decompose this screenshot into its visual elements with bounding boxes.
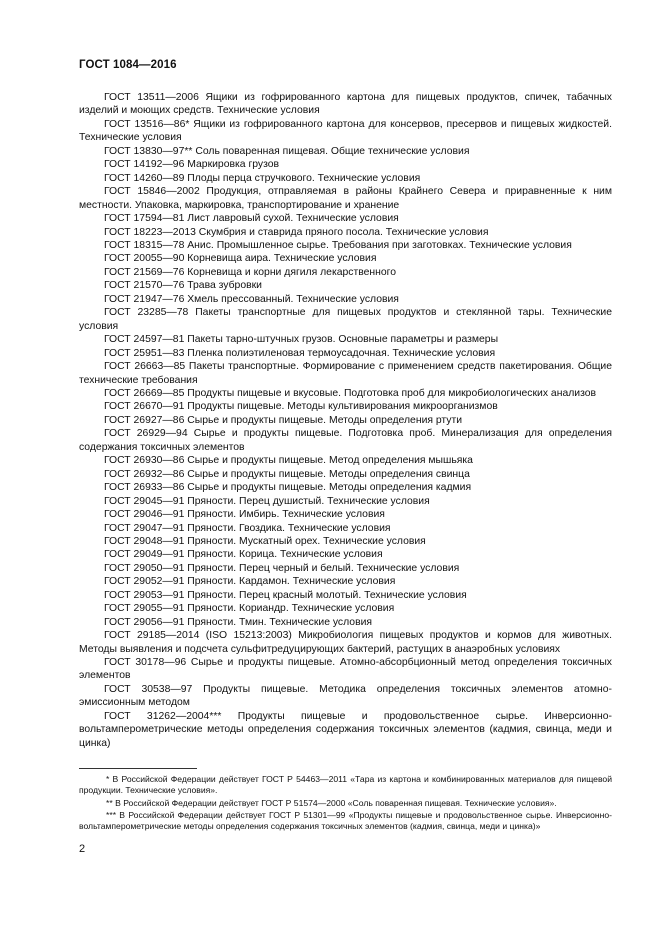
reference-item: ГОСТ 15846—2002 Продукция, отправляемая в районы Крайнего Севера и приравненные к ним местности. Упаковка, маркировка, транспортирование и хранение <box>79 186 612 211</box>
reference-item: ГОСТ 26927—86 Сырье и продукты пищевые. Методы определения ртути <box>104 414 463 426</box>
reference-item: ГОСТ 26669—85 Продукты пищевые и вкусовые. Подготовка проб для микробиологических анализов <box>104 387 597 399</box>
reference-item: ГОСТ 26929—94 Сырье и продукты пищевые. Подготовка проб. Минерализация для определения содержания токсичных элементов <box>79 428 612 453</box>
reference-item: ГОСТ 29045—91 Пряности. Перец душистый. Технические условия <box>104 495 430 507</box>
reference-item: ГОСТ 26930—86 Сырье и продукты пищевые. Метод определения мышьяка <box>104 455 473 467</box>
reference-item: ГОСТ 29055—91 Пряности. Кориандр. Технические условия <box>104 603 395 615</box>
reference-item: ГОСТ 29185—2014 (ISO 15213:2003) Микробиология пищевых продуктов и кормов для животных. Методы выявления и подсчета сульфитредуцирующих бактерий, растущих в анаэробных условиях <box>79 630 612 655</box>
footnote: * В Российской Федерации действует ГОСТ Р 54463—2011 «Тара из картона и комбинированных материалов для пищевой продукции. Технические условия». <box>79 774 612 796</box>
footnote: *** В Российской Федерации действует ГОСТ Р 51301—99 «Продукты пищевые и продовольственное сырье. Инверсионно-вольтамперометрические методы определения содержания токсичных элементов (кадмия, свинца, меди и цинка)» <box>79 809 612 832</box>
reference-item: ГОСТ 29046—91 Пряности. Имбирь. Технические условия <box>104 509 385 521</box>
reference-item: ГОСТ 18315—78 Анис. Промышленное сырье. Требования при заготовках. Технические условия <box>104 239 572 251</box>
page-number: 2 <box>79 843 86 855</box>
reference-item: ГОСТ 29052—91 Пряности. Кардамон. Технические условия <box>104 576 396 588</box>
reference-item: ГОСТ 23285—78 Пакеты транспортные для пищевых продуктов и стеклянной тары. Технические условия <box>79 307 612 332</box>
reference-item: ГОСТ 13516—86* Ящики из гофрированного картона для консервов, пресервов и пищевых жидкостей. Технические условия <box>79 118 612 144</box>
reference-item: ГОСТ 14260—89 Плоды перца стручкового. Технические условия <box>104 172 421 184</box>
reference-item: ГОСТ 21947—76 Хмель прессованный. Технические условия <box>104 293 399 305</box>
reference-item: ГОСТ 21570—76 Трава зубровки <box>104 280 262 292</box>
reference-item: ГОСТ 26932—86 Сырье и продукты пищевые. Методы определения свинца <box>104 468 470 480</box>
reference-item: ГОСТ 30538—97 Продукты пищевые. Методика определения токсичных элементов атомно-эмиссионным методом <box>79 683 612 709</box>
footnotes <box>79 774 612 833</box>
reference-item: ГОСТ 18223—2013 Скумбрия и ставрида пряного посола. Технические условия <box>104 226 489 238</box>
reference-item: ГОСТ 24597—81 Пакеты тарно-штучных грузов. Основные параметры и размеры <box>104 334 499 346</box>
reference-item: ГОСТ 29048—91 Пряности. Мускатный орех. Технические условия <box>104 535 426 547</box>
reference-item: ГОСТ 13830—97** Соль поваренная пищевая. Общие технические условия <box>104 145 470 157</box>
reference-item: ГОСТ 26933—86 Сырье и продукты пищевые. Методы определения кадмия <box>104 482 472 494</box>
reference-item: ГОСТ 26663—85 Пакеты транспортные. Формирование с применением средств пакетирования. Общие технические требования <box>79 361 612 386</box>
page-header: ГОСТ 1084—2016 <box>79 59 177 71</box>
reference-item: ГОСТ 31262—2004*** Продукты пищевые и продовольственное сырье. Инверсионно-вольтамперометрические методы определения содержания токсичных элементов (кадмия, свинца, меди и цинка) <box>79 710 612 749</box>
reference-item: ГОСТ 29050—91 Пряности. Перец черный и белый. Технические условия <box>104 562 460 574</box>
reference-list <box>79 91 612 750</box>
footnote-divider <box>79 768 197 769</box>
reference-item: ГОСТ 29056—91 Пряности. Тмин. Технические условия <box>104 616 373 628</box>
reference-item: ГОСТ 29049—91 Пряности. Корица. Технические условия <box>104 549 383 561</box>
reference-item: ГОСТ 21569—76 Корневища и корни дягиля лекарственного <box>104 266 397 278</box>
reference-item: ГОСТ 13511—2006 Ящики из гофрированного картона для пищевых продуктов, спичек, табачных изделий и моющих средств. Технические условия <box>79 92 612 117</box>
reference-item: ГОСТ 25951—83 Пленка полиэтиленовая термоусадочная. Технические условия <box>104 347 496 359</box>
reference-item: ГОСТ 30178—96 Сырье и продукты пищевые. Атомно-абсорбционный метод определения токсичных элементов <box>79 657 612 682</box>
reference-item: ГОСТ 20055—90 Корневища аира. Технические условия <box>104 253 377 265</box>
reference-item: ГОСТ 14192—96 Маркировка грузов <box>104 159 280 171</box>
reference-item: ГОСТ 17594—81 Лист лавровый сухой. Технические условия <box>104 213 399 225</box>
reference-item: ГОСТ 26670—91 Продукты пищевые. Методы культивирования микроорганизмов <box>104 401 498 413</box>
reference-item: ГОСТ 29053—91 Пряности. Перец красный молотый. Технические условия <box>104 589 467 601</box>
reference-item: ГОСТ 29047—91 Пряности. Гвоздика. Технические условия <box>104 522 391 534</box>
footnote: ** В Российской Федерации действует ГОСТ Р 51574—2000 «Соль поваренная пищевая. Технические условия». <box>106 797 557 808</box>
